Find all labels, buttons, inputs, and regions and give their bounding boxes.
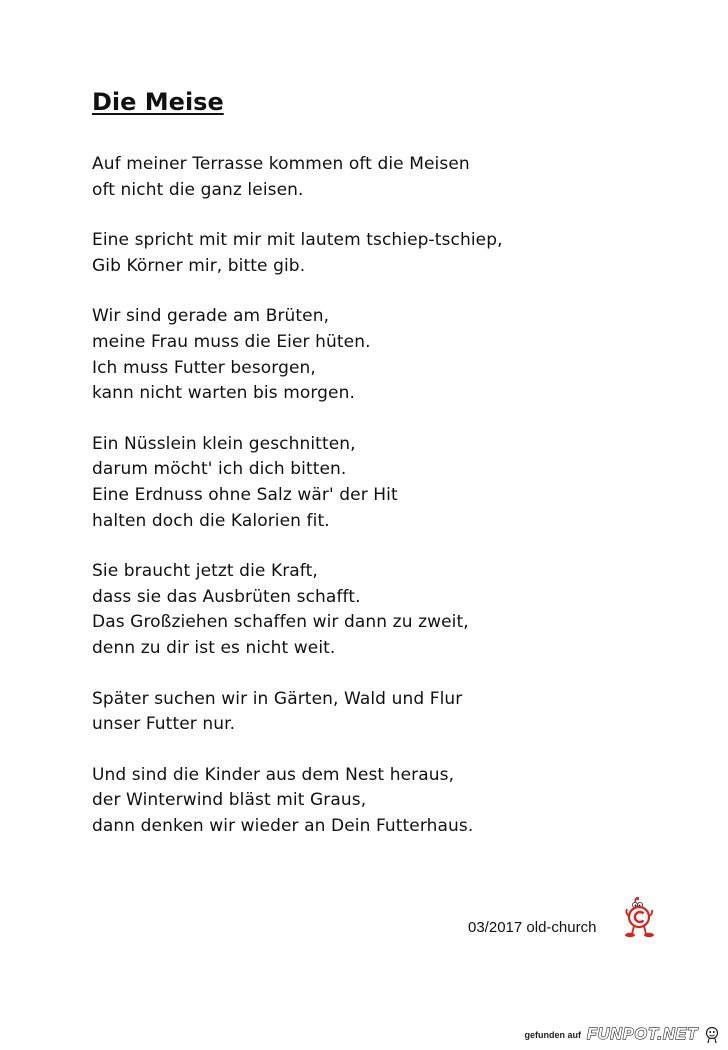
stanza [92, 559, 692, 661]
stanza [92, 304, 692, 406]
poem-line: unser Futter nur. [92, 714, 236, 735]
poem-line: darum möcht' ich dich bitten. [92, 459, 347, 480]
stanza [92, 432, 692, 534]
footer-label: gefunden auf [524, 1030, 581, 1040]
poem-line: Gib Körner mir, bitte gib. [92, 255, 306, 276]
footer-brand-logo[interactable]: FUNPOT.NET [586, 1026, 698, 1043]
poem-line: dass sie das Ausbrüten schafft. [92, 586, 361, 607]
poem-line: oft nicht die ganz leisen. [92, 179, 304, 200]
poem-line: Wir sind gerade am Brüten, [92, 306, 330, 327]
signature: 03/2017 old-church [468, 919, 597, 936]
poem-line: Ein Nüsslein klein geschnitten, [92, 433, 356, 454]
stanza [92, 228, 692, 279]
poem-line: Auf meiner Terrasse kommen oft die Meisen [92, 154, 470, 174]
poem-line: dann denken wir wieder an Dein Futterhaus. [92, 815, 474, 836]
poem-line: Das Großziehen schaffen wir dann zu zweit, [92, 612, 469, 633]
poem-line: Eine spricht mit mir mit lautem tschiep-tschiep, [92, 230, 503, 251]
poem-line: Sie braucht jetzt die Kraft, [92, 561, 318, 582]
copyright-mascot-icon [622, 896, 658, 938]
poem-line: der Winterwind bläst mit Graus, [92, 790, 367, 811]
poem-line: Und sind die Kinder aus dem Nest heraus, [92, 764, 455, 785]
stanza [92, 152, 692, 203]
poem-line: kann nicht warten bis morgen. [92, 383, 355, 404]
poem-line: denn zu dir ist es nicht weit. [92, 637, 336, 658]
poem-line: halten doch die Kalorien fit. [92, 510, 330, 531]
source-footer [524, 1026, 720, 1044]
poem-line: Eine Erdnuss ohne Salz wär' der Hit [92, 484, 398, 505]
poem-line: meine Frau muss die Eier hüten. [92, 331, 371, 352]
stanza [92, 687, 692, 738]
poem-title: Die Meise [92, 88, 224, 116]
poem-line: Später suchen wir in Gärten, Wald und Flur [92, 688, 463, 709]
poem-line: Ich muss Futter besorgen, [92, 357, 316, 378]
poem-body [92, 152, 692, 864]
funpot-mascot-icon [704, 1026, 720, 1044]
stanza [92, 763, 692, 840]
